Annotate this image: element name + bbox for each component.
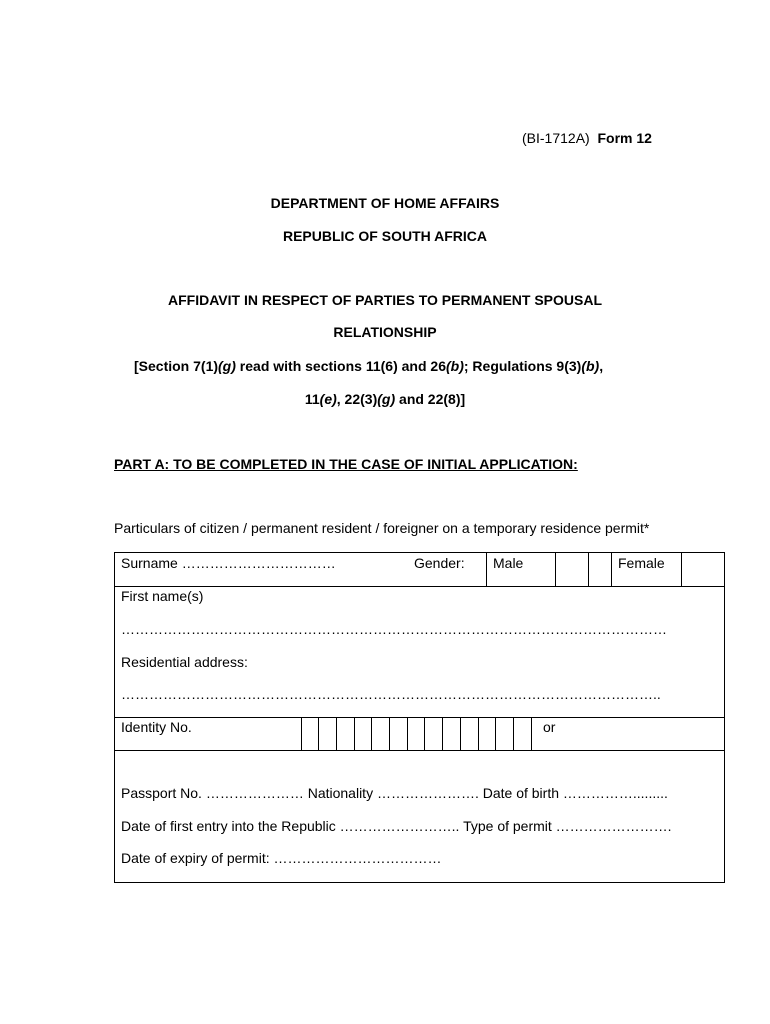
male-label: Male: [493, 555, 524, 571]
legal-part-italic: (b): [581, 358, 600, 374]
department-heading: DEPARTMENT OF HOME AFFAIRS: [270, 195, 500, 211]
affidavit-title-line1: AFFIDAVIT IN RESPECT OF PARTIES TO PERMANENT SPOUSAL: [167, 292, 603, 308]
table-divider: [588, 553, 589, 586]
part-a-heading: PART A: TO BE COMPLETED IN THE CASE OF INITIAL APPLICATION:: [114, 456, 578, 472]
affidavit-title-line2: RELATIONSHIP: [333, 324, 437, 340]
legal-part: ,: [599, 358, 604, 374]
legal-part: 11: [304, 391, 320, 407]
first-names-label: First name(s): [121, 588, 204, 604]
legal-part-italic: (g): [377, 391, 396, 407]
legal-reference-line1: [134, 358, 603, 374]
address-field[interactable]: ……………………………………………………………………………………………………..: [121, 686, 661, 702]
female-checkbox[interactable]: [682, 553, 724, 586]
table-rule: [115, 750, 724, 751]
republic-heading: REPUBLIC OF SOUTH AFRICA: [282, 228, 488, 244]
legal-reference-line2: [0, 391, 770, 407]
male-checkbox[interactable]: [556, 553, 588, 586]
particulars-table: [114, 552, 725, 883]
female-label: Female: [618, 555, 665, 571]
passport-line[interactable]: Passport No. ………………… Nationality …………………. Date of birth …………….........: [121, 785, 668, 801]
surname-field[interactable]: Surname ……………………………: [121, 555, 336, 571]
first-names-field[interactable]: ………………………………………………………………………………………………………: [121, 621, 667, 637]
identity-number-boxes[interactable]: [302, 717, 530, 750]
table-divider: [486, 553, 487, 586]
table-rule: [115, 586, 724, 587]
table-divider: [611, 553, 612, 586]
address-label: Residential address:: [121, 654, 248, 670]
form-code-prefix: (BI-1712A): [522, 130, 590, 146]
entry-permit-line[interactable]: Date of first entry into the Republic …………………….. Type of permit …………………….: [121, 818, 672, 834]
expiry-line[interactable]: Date of expiry of permit: ………………………………: [121, 850, 442, 866]
legal-part-italic: (g): [218, 358, 236, 374]
legal-part-italic: (e): [319, 391, 337, 407]
particulars-label: Particulars of citizen / permanent resident / foreigner on a temporary residence permit*: [114, 520, 650, 536]
legal-part-italic: (b): [445, 358, 464, 374]
legal-part: ; Regulations 9(3): [463, 358, 582, 374]
legal-part: and 22(8)]: [395, 391, 466, 407]
gender-label: Gender:: [414, 555, 465, 571]
id-box-line: [531, 717, 532, 750]
form-number: Form 12: [597, 130, 652, 146]
legal-part: [Section 7(1): [134, 358, 219, 374]
legal-part: , 22(3): [336, 391, 378, 407]
or-label: or: [543, 719, 556, 735]
identity-label: Identity No.: [121, 719, 192, 735]
legal-part: read with sections 11(6) and 26: [235, 358, 446, 374]
form-code: [522, 130, 652, 146]
